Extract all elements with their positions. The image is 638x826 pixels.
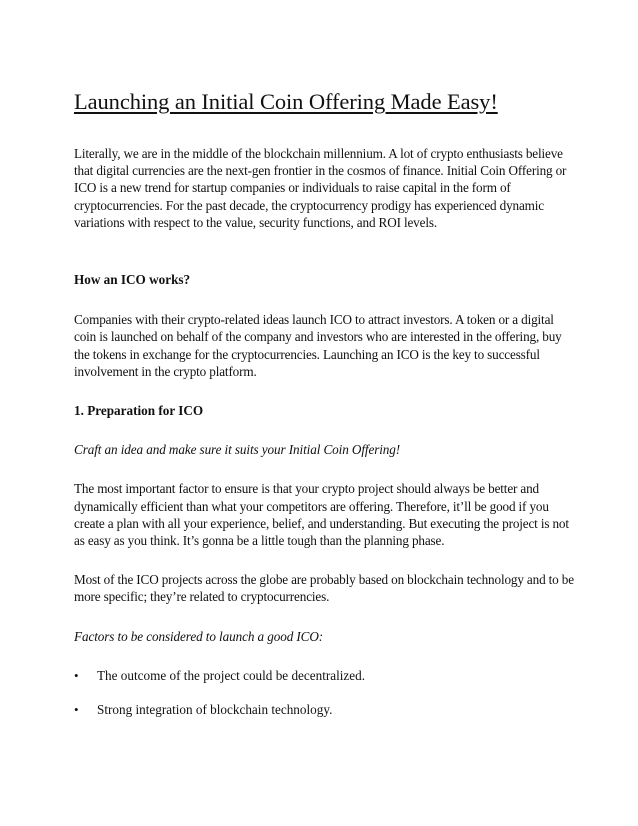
factors-subheading: Factors to be considered to launch a good ICO: (74, 628, 324, 644)
page-title: Launching an Initial Coin Offering Made Easy! (74, 89, 498, 114)
preparation-paragraph-2: Most of the ICO projects across the globe are probably based on blockchain technology and to be more specific; they’re related to cryptocurrencies. (74, 572, 574, 605)
list-item (74, 667, 574, 684)
section-heading-preparation: 1. Preparation for ICO (74, 403, 204, 419)
preparation-paragraph-1: The most important factor to ensure is that your crypto project should always be better and dynamically efficient than what your competitors are offering. Therefore, it’ll be good if you create a plan with all your experience, belief, and understanding. But executing the project is not as easy as you think. It’s gonna be a little tough than the planning phase. (74, 481, 569, 549)
section-heading-how-ico-works: How an ICO works? (74, 272, 191, 288)
list-item-text: The outcome of the project could be decentralized. (97, 667, 366, 683)
document-body (74, 88, 574, 735)
list-item (74, 701, 574, 718)
preparation-subheading: Craft an idea and make sure it suits your Initial Coin Offering! (74, 442, 401, 458)
how-ico-works-paragraph: Companies with their crypto-related ideas launch ICO to attract investors. A token or a digital coin is launched on behalf of the company and investors who are interested in the offering, buy the tokens in exchange for the cryptocurrencies. Launching an ICO is the key to successful involvement in the crypto platform. (74, 312, 562, 379)
factors-list (74, 667, 574, 718)
list-item-text: Strong integration of blockchain technology. (97, 702, 333, 718)
bullet-icon: • (74, 702, 79, 718)
bullet-icon: • (74, 667, 79, 683)
intro-paragraph: Literally, we are in the middle of the blockchain millennium. A lot of crypto enthusiasts believe that digital currencies are the next-gen frontier in the cosmos of finance. Initial Coin Offering or ICO is a new trend for startup companies or individuals to raise capital in the form of cryptocurrencies. For the past decade, the cryptocurrency prodigy has experienced dynamic variations with respect to the value, security functions, and ROI levels. (74, 146, 567, 230)
